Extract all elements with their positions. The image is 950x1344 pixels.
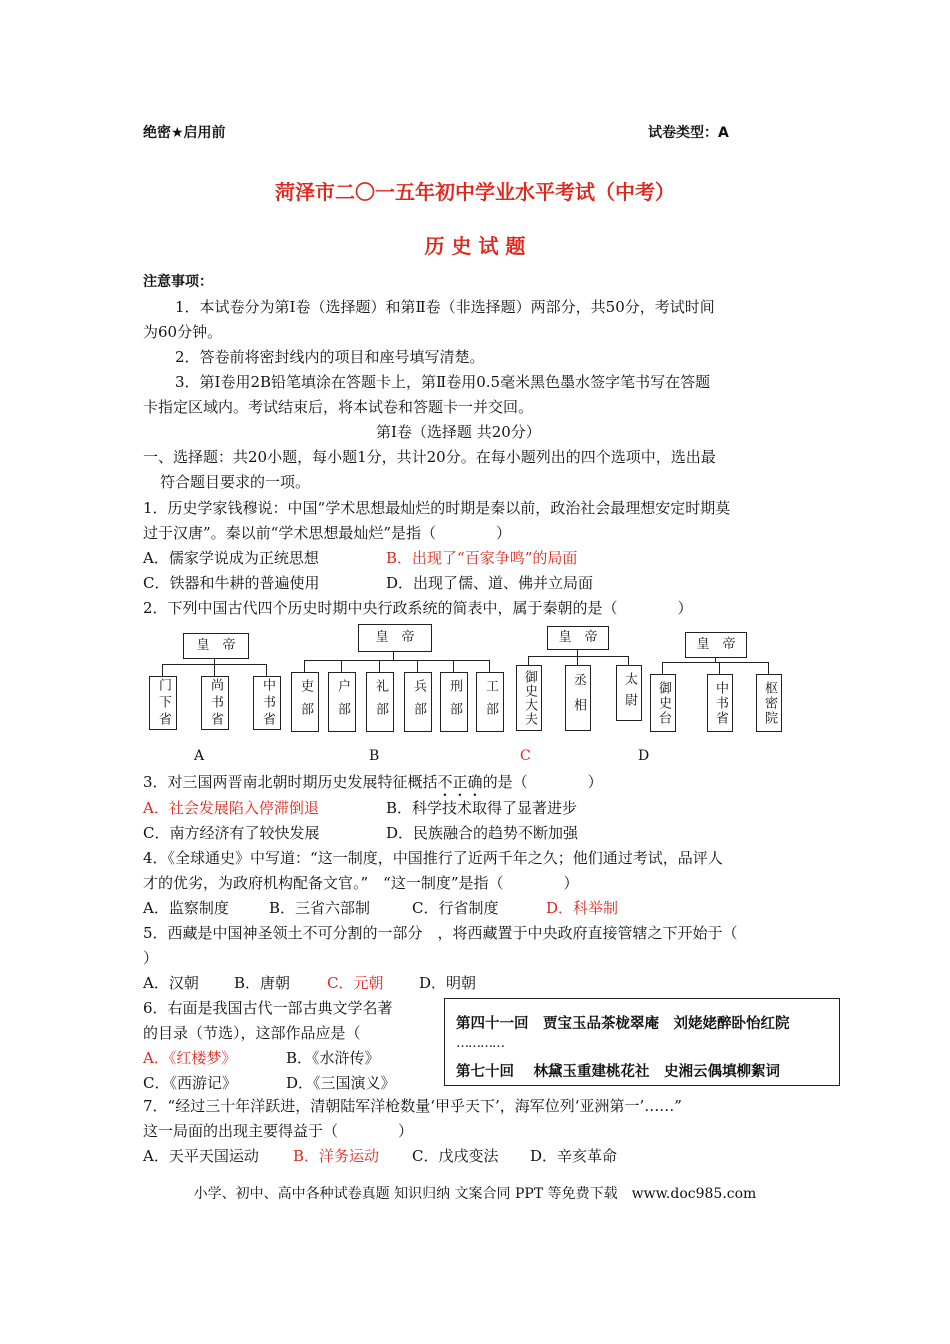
confidential-mark: 绝密★启用前	[143, 125, 226, 141]
q6-option-d: D．《三国演义》	[286, 1074, 396, 1092]
notice-line: 2．答卷前将密封线内的项目和座号填写清楚。	[175, 348, 485, 366]
q2-stem: 2．下列中国古代四个历史时期中央行政系统的简表中，属于秦朝的是（ ）	[143, 599, 693, 617]
diagram-b-box: 礼部	[366, 672, 394, 732]
q7-option-a: A．天平天国运动	[143, 1147, 259, 1165]
q3-option-c: C．南方经济有了较快发展	[143, 824, 320, 842]
q3-stem: 3．对三国两晋南北朝时期历史发展特征概括不正确的是（ ）	[143, 773, 603, 791]
q7-option-c: C．戊戌变法	[412, 1147, 499, 1165]
diagram-d-emperor: 皇 帝	[685, 632, 747, 658]
diagram-c-label: C	[520, 748, 531, 764]
q7-stem: 7．“经过三十年洋跃进，清朝陆军洋枪数量‘甲乎天下’，海军位列‘亚洲第一’……”	[143, 1097, 682, 1115]
paper-type: 试卷类型：A	[648, 125, 729, 141]
section-intro: 符合题目要求的一项。	[160, 473, 311, 491]
q1-option-c: C．铁器和牛耕的普遍使用	[143, 574, 320, 592]
q7-option-d: D．辛亥革命	[530, 1147, 618, 1165]
q1-option-d: D．出现了儒、道、佛并立局面	[386, 574, 594, 592]
q1-option-a: A．儒家学说成为正统思想	[143, 549, 319, 567]
diagram-b-box: 工部	[476, 672, 504, 732]
q4-option-c: C．行省制度	[412, 899, 499, 917]
contents-ellipsis: …………	[456, 1036, 504, 1051]
exam-title: 菏泽市二〇一五年初中学业水平考试（中考）	[275, 180, 675, 204]
notice-line: 3．第Ⅰ卷用2B铅笔填涂在答题卡上，第Ⅱ卷用0.5毫米黑色墨水签字笔书写在答题	[175, 373, 711, 391]
q1-option-b: B．出现了“百家争鸣”的局面	[386, 549, 578, 567]
q3-emphasis: 不正确	[437, 773, 483, 791]
q1-stem: 过于汉唐”。秦以前“学术思想最灿烂”是指（ ）	[143, 524, 512, 542]
diagram-d-box: 御史台	[650, 674, 676, 732]
q3-option-a: A．社会发展陷入停滞倒退	[143, 799, 319, 817]
diagram-d-label: D	[638, 748, 650, 764]
diagram-d-box: 中书省	[707, 674, 733, 732]
diagram-b-box: 吏部	[291, 672, 319, 732]
q6-option-c: C．《西游记》	[143, 1074, 237, 1092]
contents-line: 第四十一回 贾宝玉品茶栊翠庵 刘姥姥醉卧怡红院	[456, 1016, 790, 1032]
q7-stem: 这一局面的出现主要得益于（ ）	[143, 1122, 414, 1140]
diagram-b-box: 户部	[328, 672, 356, 732]
q5-option-a: A．汉朝	[143, 974, 199, 992]
contents-line: 第七十回 林黛玉重建桃花社 史湘云偶填柳絮词	[456, 1064, 781, 1080]
q1-stem: 1．历史学家钱穆说：中国“学术思想最灿烂的时期是秦以前，政治社会最理想安定时期莫	[143, 499, 731, 517]
diagram-a-label: A	[194, 748, 205, 764]
notice-line: 卡指定区域内。考试结束后，将本试卷和答题卡一并交回。	[143, 398, 534, 416]
q7-option-b: B．洋务运动	[293, 1147, 380, 1165]
diagram-c-emperor: 皇 帝	[547, 626, 609, 650]
q6-stem: 6．右面是我国古代一部古典文学名著	[143, 999, 393, 1017]
q6-option-b: B．《水浒传》	[286, 1049, 380, 1067]
diagram-a-box: 门下省	[149, 676, 177, 730]
q5-stem-close: ）	[143, 949, 159, 967]
diagram-c-box: 太尉	[616, 665, 642, 721]
diagram-b-emperor: 皇 帝	[358, 624, 432, 652]
diagram-c-box: 御史大夫	[516, 665, 542, 731]
diagram-b-box: 兵部	[404, 672, 432, 732]
q3-option-d: D．民族融合的趋势不断加强	[386, 824, 579, 842]
diagram-a-emperor: 皇 帝	[183, 633, 249, 659]
diagram-b-label: B	[369, 748, 380, 764]
q4-option-b: B．三省六部制	[269, 899, 371, 917]
q4-stem: 才的优劣，为政府机构配备文官。” “这一制度”是指（ ）	[143, 874, 579, 892]
diagram-a-box: 中书省	[253, 676, 281, 730]
q5-option-d: D．明朝	[419, 974, 477, 992]
notice-heading: 注意事项：	[143, 274, 213, 290]
q5-stem: 5．西藏是中国神圣领土不可分割的一部分 ，将西藏置于中央政府直接管辖之下开始于（	[143, 924, 738, 942]
page-footer: 小学、初中、高中各种试卷真题 知识归纳 文案合同 PPT 等免费下载 www.doc985.com	[193, 1186, 757, 1202]
q4-stem: 4．《全球通史》中写道：“这一制度，中国推行了近两千年之久；他们通过考试，品评人	[143, 849, 723, 867]
notice-line: 为60分钟。	[143, 323, 223, 341]
section-title: 第Ⅰ卷（选择题 共20分）	[376, 423, 541, 441]
subject-title: 历 史 试 题	[424, 234, 526, 258]
section-intro: 一、选择题：共20小题，每小题1分，共计20分。在每小题列出的四个选项中，选出最	[143, 448, 716, 466]
q6-stem: 的目录（节选），这部作品应是（	[143, 1024, 361, 1042]
q5-option-c: C．元朝	[327, 974, 384, 992]
novel-contents-box	[444, 998, 840, 1086]
notice-line: 1．本试卷分为第Ⅰ卷（选择题）和第Ⅱ卷（非选择题）两部分，共50分，考试时间	[175, 298, 715, 316]
q3-option-b: B．科学技术取得了显著进步	[386, 799, 578, 817]
diagram-a-box: 尚书省	[201, 676, 229, 730]
diagram-b-box: 刑部	[440, 672, 468, 732]
diagram-c-box: 丞相	[565, 665, 591, 731]
diagram-d-box: 枢密院	[756, 674, 782, 732]
q6-option-a: A．《红楼梦》	[143, 1049, 237, 1067]
q4-option-a: A．监察制度	[143, 899, 229, 917]
q5-option-b: B．唐朝	[234, 974, 291, 992]
q4-option-d: D．科举制	[546, 899, 619, 917]
